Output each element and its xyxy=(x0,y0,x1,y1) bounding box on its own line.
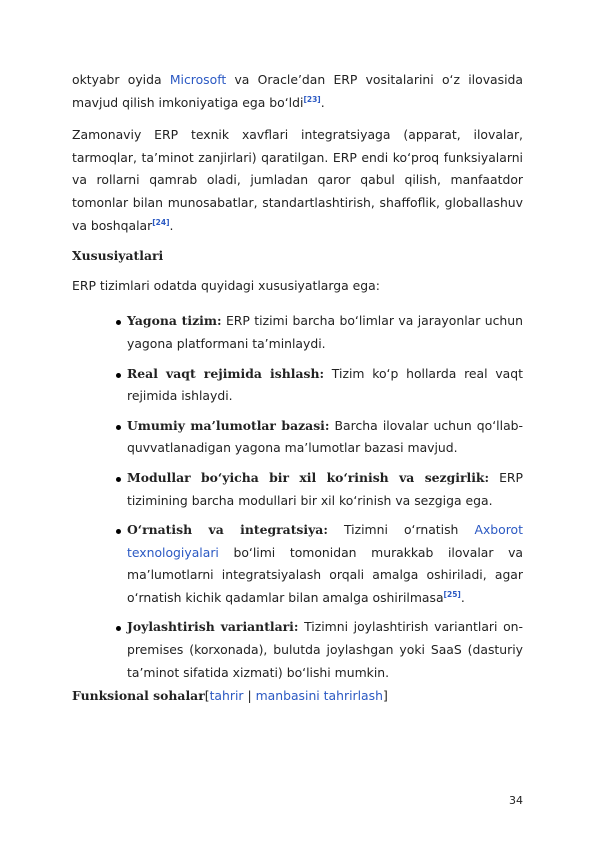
list-item xyxy=(127,363,523,408)
feature-text: Tizim ko‘p hollarda real vaqt rejimida ishlaydi. xyxy=(127,365,523,404)
feature-label: Real vaqt rejimida ishlash: xyxy=(127,365,325,381)
feature-text: ERP tizimi barcha bo‘limlar va jarayonlar uchun yagona platformani ta’minlaydi. xyxy=(127,313,523,351)
page-content xyxy=(72,69,523,708)
edit-source-link[interactable]: manbasini tahrirlash xyxy=(255,688,383,704)
link-microsoft[interactable]: Microsoft xyxy=(169,72,227,87)
page-number: 34 xyxy=(509,794,523,807)
link-axborot-texnologiyalari[interactable]: Axborot texnologiyalari xyxy=(127,522,523,560)
feature-text: Tizimni o‘rnatish xyxy=(327,522,475,538)
feature-label: Yagona tizim: xyxy=(127,313,222,329)
feature-text: bo‘limi tomonidan murakkab ilovalar va ma’lumotlarni integratsiyalash orqali amalga oshiriladi, agar o‘rnatish kichik qadamlar bilan amalga oshirilmasa xyxy=(127,544,523,605)
feature-label: O‘rnatish va integratsiya: xyxy=(127,522,328,538)
paragraph-modern-erp: Zamonaviy ERP texnik xavflari integratsiyaga (apparat, ilovalar, tarmoqlar, ta’minot zanjirlari) qaratilgan. ERP endi ko‘proq funksiyalarni va rollarni qamrab oladi, jumladan qaror qabul qilish, manfaatdor tomonlar bilan munosabatlar, standartlashtirish, shaffoflik, globallashuv va boshqalar[24]. xyxy=(72,127,523,233)
reference-25[interactable]: [25] xyxy=(443,589,461,599)
feature-text: ERP tizimining barcha modullari bir xil ko‘rinish va sezgiga ega. xyxy=(127,469,523,508)
list-item xyxy=(127,415,523,460)
reference-24[interactable]: [24] xyxy=(152,217,170,227)
features-list xyxy=(72,310,523,684)
paragraph-text: oktyabr oyida xyxy=(72,72,170,87)
list-item xyxy=(127,467,523,512)
section-heading-functional: Funksional sohalar[tahrir | manbasini tahrirlash] xyxy=(72,688,388,704)
reference-23[interactable]: [23] xyxy=(303,94,321,104)
paragraph-text: Zamonaviy ERP texnik xavflari integratsiyaga (apparat, ilovalar, tarmoqlar, ta’minot zanjirlari) qaratilgan. ERP endi ko‘proq funksiyalarni va rollarni qamrab oladi, jumladan qaror qabul qilish, manfaatdor tomonlar bilan munosabatlar, standartlashtirish, shaffoflik, globallashuv va boshqalar xyxy=(72,127,523,233)
feature-text: Tizimni joylashtirish variantlari on-premises (korxonada), bulutda joylashgan yoki SaaS (dasturiy ta’minot sifatida xizmati) bo‘lishi mumkin. xyxy=(127,619,523,680)
paragraph-text: va Oracle’dan ERP vositalarini o‘z ilovasida mavjud qilish imkoniyatiga ega bo‘ldi xyxy=(72,72,523,110)
list-item xyxy=(127,616,523,684)
list-item: O‘rnatish va integratsiya: Tizimni o‘rnatish Axborot texnologiyalari bo‘limi tomonidan murakkab ilovalar va ma’lumotlarni integratsiyalash orqali amalga oshiriladi, agar o‘rnatish kichik qadamlar bilan amalga oshirilmasa[25]. xyxy=(127,519,523,609)
feature-label: Joylashtirish variantlari: xyxy=(127,619,299,635)
functional-title: Funksional sohalar xyxy=(72,688,205,704)
feature-label: Umumiy ma’lumotlar bazasi: xyxy=(127,417,330,433)
feature-text: Barcha ilovalar uchun qo‘llab-quvvatlanadigan yagona ma’lumotlar bazasi mavjud. xyxy=(127,417,523,456)
paragraph-erp-history: oktyabr oyida Microsoft va Oracle’dan ERP vositalarini o‘z ilovasida mavjud qilish imkoniyatiga ega bo‘ldi[23]. xyxy=(72,72,523,110)
list-item xyxy=(127,310,523,355)
section-heading-features: Xususiyatlari xyxy=(72,248,164,264)
section-intro: ERP tizimlari odatda quyidagi xususiyatlarga ega: xyxy=(72,277,380,293)
feature-label: Modullar bo‘yicha bir xil ko‘rinish va sezgirlik: xyxy=(127,469,490,485)
edit-link[interactable]: tahrir xyxy=(209,688,244,704)
